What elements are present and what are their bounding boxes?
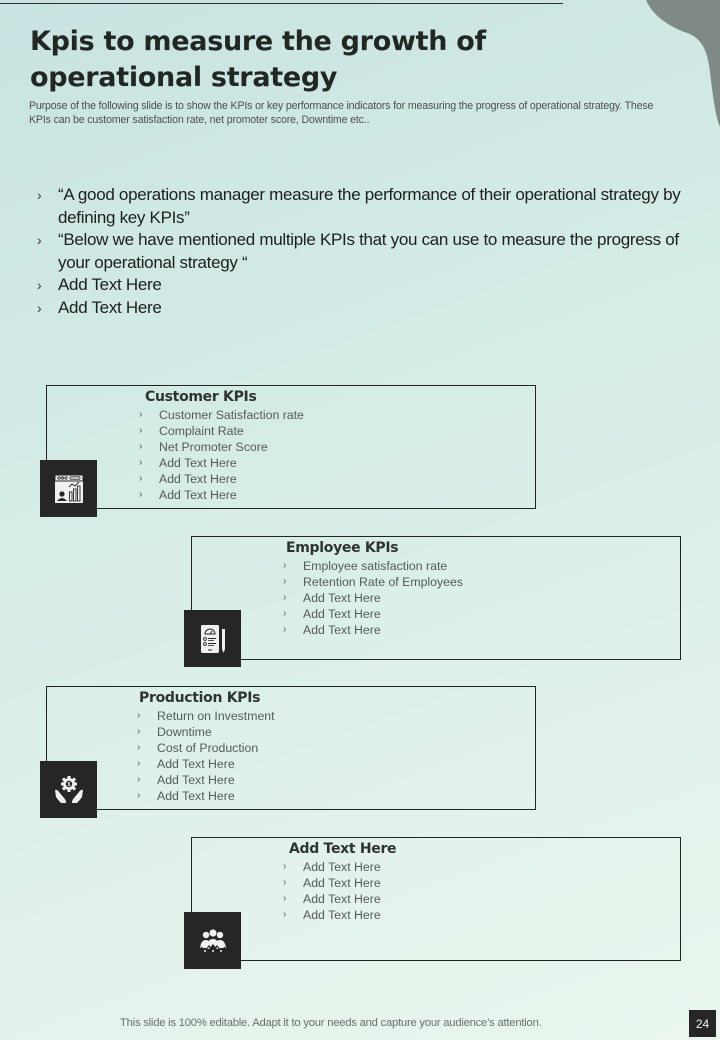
- chevron-right-icon: ›: [283, 560, 287, 571]
- chevron-right-icon: ›: [283, 909, 287, 920]
- performance-report-icon: [184, 610, 241, 667]
- footer-note: This slide is 100% editable. Adapt it to your needs and capture your audience’s attention.: [120, 1017, 542, 1029]
- chevron-right-icon: ›: [283, 608, 287, 619]
- kpi-item: › Net Promoter Score: [139, 440, 268, 454]
- chevron-right-icon: ›: [139, 441, 143, 452]
- investment-gear-hands-icon: [40, 761, 97, 818]
- chevron-right-icon: ›: [137, 710, 141, 721]
- kpi-item: › Add Text Here: [137, 773, 235, 787]
- kpi-item: › Add Text Here: [283, 876, 381, 890]
- kpi-item-list: [283, 859, 381, 923]
- intro-bullet: › “A good operations manager measure the performance of their operational strategy by defining key KPIs”: [37, 185, 681, 227]
- kpi-item-list: [283, 558, 463, 638]
- kpi-heading: Customer KPIs: [145, 389, 257, 405]
- kpi-item: › Add Text Here: [139, 472, 237, 486]
- kpi-item: › Add Text Here: [139, 456, 237, 470]
- kpi-item: › Add Text Here: [283, 591, 381, 605]
- kpi-item: › Customer Satisfaction rate: [139, 408, 304, 422]
- chevron-right-icon: ›: [37, 277, 42, 293]
- kpi-item: › Add Text Here: [283, 860, 381, 874]
- kpi-item: › Cost of Production: [137, 741, 259, 755]
- intro-bullet: › Add Text Here: [37, 297, 697, 320]
- chevron-right-icon: ›: [139, 489, 143, 500]
- chevron-right-icon: ›: [137, 758, 141, 769]
- chevron-right-icon: ›: [137, 790, 141, 801]
- intro-bullet: › Add Text Here: [37, 274, 697, 297]
- team-group-icon: [184, 912, 241, 969]
- kpi-heading: Add Text Here: [289, 841, 397, 857]
- kpi-item: › Add Text Here: [137, 757, 235, 771]
- kpi-item: › Add Text Here: [283, 908, 381, 922]
- chevron-right-icon: ›: [137, 726, 141, 737]
- kpi-card-production: [46, 686, 536, 810]
- kpi-card-custom: [191, 837, 681, 961]
- intro-bullet: › “Below we have mentioned multiple KPIs that you can use to measure the progress of your operational strategy “: [37, 230, 679, 272]
- kpi-item-list: [137, 708, 275, 804]
- kpi-heading: Employee KPIs: [286, 540, 399, 556]
- chevron-right-icon: ›: [283, 624, 287, 635]
- kpi-item: › Retention Rate of Employees: [283, 575, 463, 589]
- kpi-item: › Add Text Here: [283, 623, 381, 637]
- kpi-item: › Employee satisfaction rate: [283, 559, 448, 573]
- chevron-right-icon: ›: [139, 409, 143, 420]
- chevron-right-icon: ›: [283, 877, 287, 888]
- chevron-right-icon: ›: [139, 425, 143, 436]
- kpi-item: › Complaint Rate: [139, 424, 244, 438]
- chevron-right-icon: ›: [283, 861, 287, 872]
- intro-bullet-list: [37, 184, 697, 319]
- chevron-right-icon: ›: [139, 473, 143, 484]
- chevron-right-icon: ›: [37, 232, 42, 248]
- kpi-item: › Add Text Here: [283, 892, 381, 906]
- kpi-heading: Production KPIs: [139, 690, 261, 706]
- page-title: Kpis to measure the growth of operational strategy: [30, 26, 486, 93]
- chevron-right-icon: ›: [139, 457, 143, 468]
- page-number: 24: [689, 1010, 716, 1037]
- chevron-right-icon: ›: [137, 774, 141, 785]
- chevron-right-icon: ›: [283, 592, 287, 603]
- page-subtitle: Purpose of the following slide is to show the KPIs or key performance indicators for measuring the progress of operational strategy. These KPIs can be customer satisfaction rate, net promoter score, Downtime etc..: [29, 100, 654, 126]
- chevron-right-icon: ›: [283, 576, 287, 587]
- svg-text:$: $: [67, 781, 70, 788]
- kpi-item-list: [139, 407, 304, 503]
- kpi-item: › Add Text Here: [283, 607, 381, 621]
- top-divider: [0, 3, 563, 4]
- dashboard-analytics-icon: [40, 460, 97, 517]
- chevron-right-icon: ›: [283, 893, 287, 904]
- kpi-item: › Return on Investment: [137, 709, 275, 723]
- chevron-right-icon: ›: [137, 742, 141, 753]
- kpi-item: › Add Text Here: [137, 789, 235, 803]
- chevron-right-icon: ›: [37, 299, 42, 316]
- kpi-item: › Add Text Here: [139, 488, 237, 502]
- kpi-item: › Downtime: [137, 725, 212, 739]
- chevron-right-icon: ›: [37, 187, 42, 203]
